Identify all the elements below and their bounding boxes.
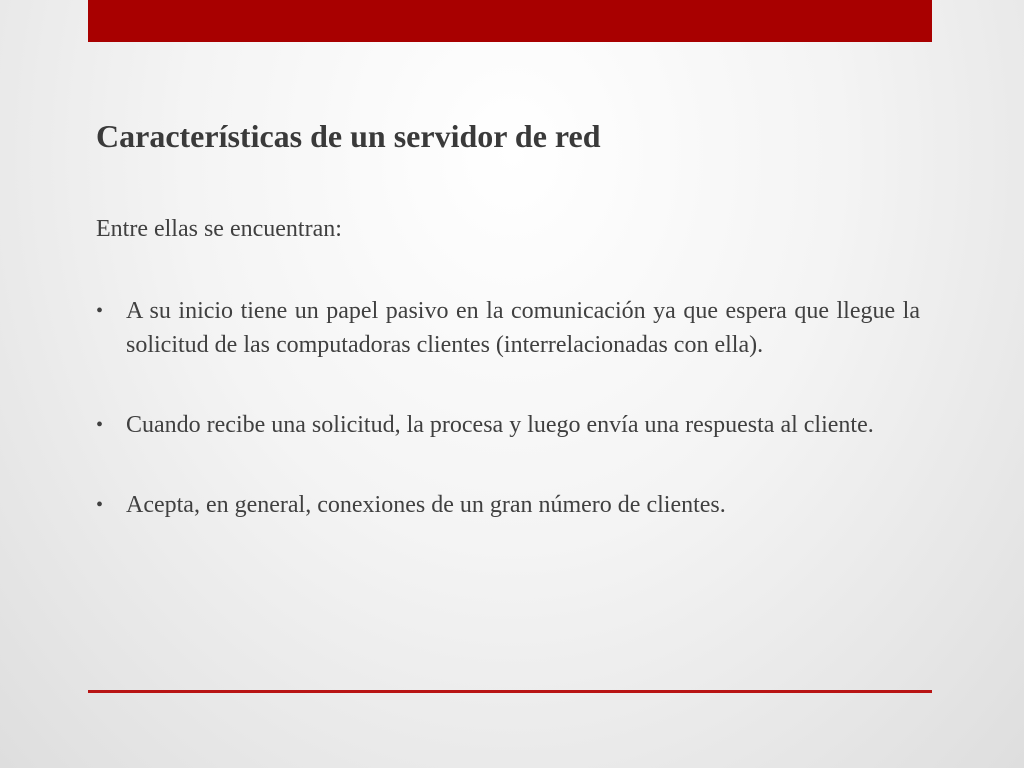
bottom-divider [88, 690, 932, 693]
bullet-item-2 [96, 408, 920, 442]
bullet-item-3 [96, 488, 920, 522]
intro-text: Entre ellas se encuentran: [96, 216, 342, 242]
bullet-list [96, 294, 920, 568]
bullet-text: Acepta, en general, conexiones de un gran número de clientes. [126, 492, 726, 518]
top-accent-bar [88, 0, 932, 42]
bullet-text: Cuando recibe una solicitud, la procesa y luego envía una respuesta al cliente. [126, 412, 874, 438]
bullet-icon: • [96, 414, 104, 436]
bullet-icon: • [96, 494, 104, 516]
bullet-item-1 [96, 294, 920, 362]
bullet-text: A su inicio tiene un papel pasivo en la comunicación ya que espera que llegue la solicitud de las computadoras clientes (interrelacionadas con ella). [126, 298, 920, 358]
bullet-icon: • [96, 300, 104, 322]
slide-title: Características de un servidor de red [96, 118, 601, 154]
